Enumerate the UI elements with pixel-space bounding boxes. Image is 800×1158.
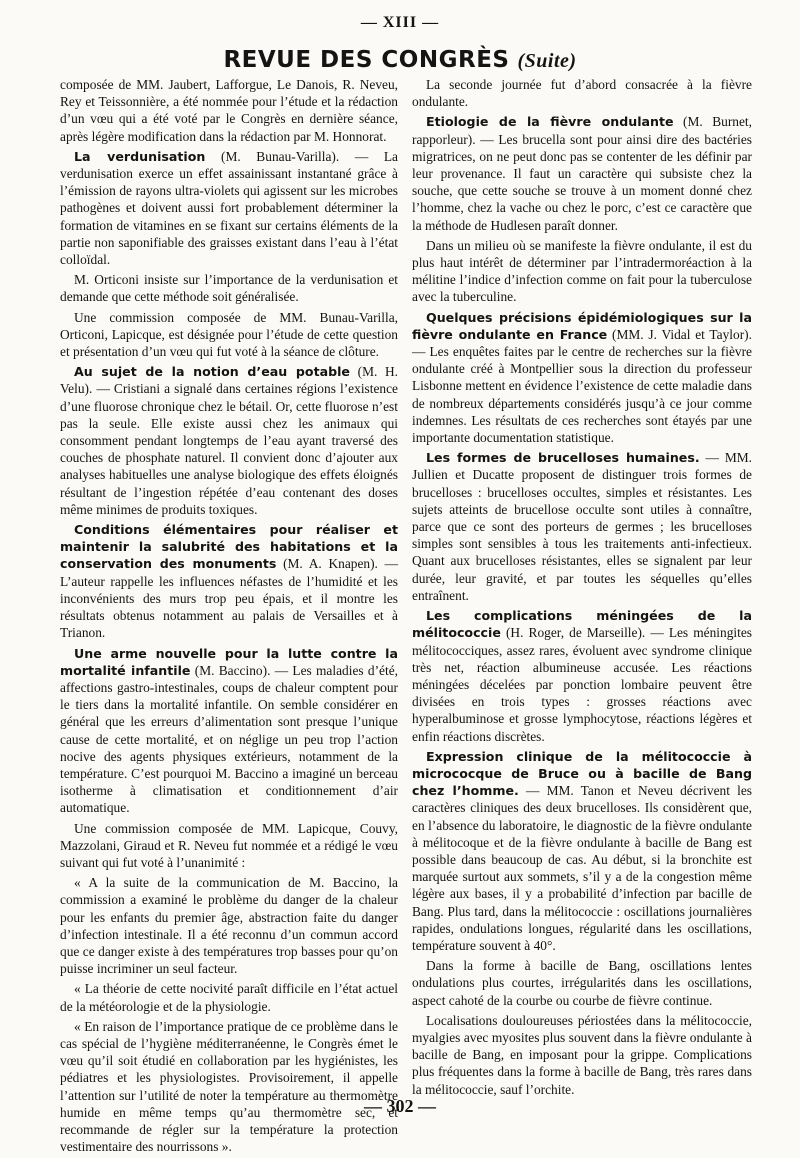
paragraph-body: — MM. Tanon et Neveu décrivent les caractères cliniques des deux brucelloses. Ils considèrent que, en l’absence du laboratoire, le diagnostic de la fièvre ondulante à mélitocoque et de la fièvre ondulante à bacille de Bang est possible dans beaucoup de cas. Au début, si la bronchite est marquée surtout aux sommets, s’il y a de la congestion même légère aux bases, il y a probabilité d’infection par bacille de Bang. Plus tard, dans la mélitococcie : oscillations journalières rapides, ondulations longues, régularité dans les oscillations, température souvent à 40°.: [412, 783, 752, 953]
page-title: [0, 47, 800, 73]
paragraph-body: (H. Roger, de Marseille). — Les méningites mélitococciques, assez rares, évoluent avec syndrome clinique très net, réaction albumineuse accusée. Les réactions méningées décelées par ponction lombaire peuvent être divisées en trois types : grosses réactions avec hyperalbuminose et grosse lymphocytose, réactions légères et enfin réactions discrètes.: [412, 625, 752, 744]
section-heading: Les complications méningées de la mélitococcie: [412, 608, 752, 641]
paragraph: [60, 521, 398, 641]
section-heading: Quelques précisions épidémiologiques sur la fièvre ondulante en France: [412, 309, 752, 342]
paragraph: « En raison de l’importance pratique de ce problème dans le cas spécial de l’hygiène méditerranéenne, le Congrès émet le vœu qu’il soit étudié en collaboration par les hygiénistes, les pédiatres et les physiologistes. Provisoirement, il appelle l’attention sur l’utilité de noter la température au thermomètre humide en même temps qu’au thermomètre sec, et recommande de régler sur la température la protection vestimentaire des nourrissons ».: [60, 1018, 398, 1155]
section-heading: La verdunisation: [74, 148, 206, 164]
paragraph-body: (M. Bunau-Varilla). — La verdunisation exerce un effet assainissant instantané grâce à l’émission de rayons ultra-violets qui agissent sur les microbes pathogènes et doivent aussi fort probablement déterminer la formation de vitamines en se fixant sur certains éléments de la partie non saponifiable des graisses existant dans l’eau à l’état colloïdal.: [60, 148, 398, 268]
section-heading: Au sujet de la notion d’eau potable: [74, 364, 350, 380]
paragraph-body: (M. Burnet, rapporleur). — Les brucella sont pour ainsi dire des bactéries migratrices, on ne peut donc pas se contenter de les définir par leur provenance. Il faut un caractère qui subsiste chez la souche, que cette souche se trouve à un moment donné chez l’homme, chez la vache ou chez le porc, c’est ce caractère que la méthode de Hudlesen paraît donner.: [412, 114, 753, 233]
page-roman-number: — XIII —: [360, 14, 440, 31]
page-number: — 302 —: [364, 1096, 436, 1116]
title-main: REVUE DES CONGRÈS: [223, 47, 510, 73]
paragraph: [60, 148, 398, 268]
paragraph: M. Orticoni insiste sur l’importance de la verdunisation et demande que cette méthode soit généralisée.: [60, 272, 398, 305]
section-heading: Une arme nouvelle pour la lutte contre la mortalité infantile: [60, 645, 398, 678]
right-column: [412, 76, 752, 1101]
section-heading: Etiologie de la fièvre ondulante: [426, 114, 674, 130]
paragraph-body: (M. H. Velu). — Cristiani a signalé dans certaines régions l’existence d’une fluorose chronique chez le bétail. Or, cette fluorose n’est pas la seule. Elle existe aussi chez les animaux qui consomment pendant longtemps de l’eau ayant traversé des couches de phosphate naturel. Il convient donc d’ajouter aux analyses habituelles une analyse biologique des effets éloignés résultant de l’ingestion répétée d’eau contenant des doses même minimes de produits toxiques.: [60, 364, 398, 517]
paragraph: « La théorie de cette nocivité paraît difficile en l’état actuel de la météorologie et de la physiologie.: [60, 981, 398, 1014]
paragraph: [412, 449, 752, 604]
paragraph-body: (M. Baccino). — Les maladies d’été, affections gastro-intestinales, coups de chaleur comptent pour le tiers dans la mortalité infantile. On semble considérer en général que les erreurs d’alimentation sont presque l’unique cause de cette mortalité, et on néglige un peu trop l’action nocive des agents physiques extérieurs, notamment de la température. C’est pourquoi M. Baccino a imaginé un berceau isotherme à climatisation et conditionnement d’air automatique.: [60, 662, 398, 816]
paragraph: [60, 363, 398, 518]
paragraph-body: — MM. Jullien et Ducatte proposent de distinguer trois formes de brucelloses : brucelloses occultes, simples et résistantes. Les sujets atteints de brucellose occulte sont utiles à connaître, parce que ce sont des porteurs de germes ; les brucelloses simples sont sensibles à tous les traitements anti-infectieux. Quant aux brucelloses résistantes, elles se signalent par leur durée, leur gravité, et par toutes les séquelles qu’elles entraînent.: [412, 450, 752, 603]
paragraph: Dans la forme à bacille de Bang, oscillations lentes ondulations plus courtes, irrégularités dans les oscillations, aspect cahoté de la courbe ou courbe de fièvre continue.: [412, 958, 752, 1008]
paragraph: Une commission composée de MM. Bunau-Varilla, Orticoni, Lapicque, est désignée pour l’étude de cette question et présentation d’un vœu qui fut voté à la séance de clôture.: [60, 309, 398, 360]
title-suffix: (Suite): [517, 50, 577, 72]
paragraph: [60, 645, 398, 817]
paragraph: [412, 113, 752, 233]
paragraph: « A la suite de la communication de M. Baccino, la commission a examiné le problème du danger de la chaleur pour les enfants du premier âge, abstraction faite du danger d’infection intestinale. Il a été reconnu d’un commun accord que ce danger existe à des températures trop basses pour qu’on puisse incriminer un seul facteur.: [60, 875, 398, 977]
left-column: [60, 76, 398, 1158]
paragraph-body: (MM. J. Vidal et Taylor). — Les enquêtes faites par le centre de recherches sur la fièvre ondulante créé à Montpellier sous la direction du professeur Lisbonne mettent en évidence l’existence de cette maladie dans de nombreux départements considérés jusqu’à ce jour comme indemnes. Les résultats de ces recherches sont étayés par une importante documentation statistique.: [412, 326, 752, 446]
paragraph: composée de MM. Jaubert, Lafforgue, Le Danois, R. Neveu, Rey et Teissonnière, a été nommée pour l’étude et la rédaction d’un vœu qui a été voté par le Congrès en dernière séance, après légère modification dans la rédaction par M. Honnorat.: [60, 77, 398, 144]
section-heading: Les formes de brucelloses humaines.: [426, 450, 700, 466]
paragraph-body: (M. A. Knapen). — L’auteur rappelle les influences néfastes de l’humidité et les inconvénients des murs trop peu épais, et il montre les résultats obtenus notamment au palais de Versailles et à Trianon.: [60, 556, 398, 641]
paragraph: Dans un milieu où se manifeste la fièvre ondulante, il est du plus haut intérêt de déterminer par l’intradermoréaction à la mélitine l’indice d’infection comme on fait pour la tuberculose avec la tuberculine.: [412, 237, 752, 305]
section-heading: Conditions élémentaires pour réaliser et maintenir la salubrité des habitations et la conservation des monuments: [60, 522, 398, 572]
paragraph: [412, 748, 752, 954]
paragraph: Une commission composée de MM. Lapicque, Couvy, Mazzolani, Giraud et R. Neveu fut nommée et a rédigé le vœu suivant qui fut voté à l’unanimité :: [60, 820, 398, 870]
paragraph: La seconde journée fut d’abord consacrée à la fièvre ondulante.: [412, 77, 752, 110]
paragraph: Localisations douloureuses périostées dans la mélitococcie, myalgies avec myosites plus souvent dans la fièvre ondulante à bacille de Bang, en imposant pour la grippe. Complications plus fréquentes dans la forme à bacille de Bang, très rares dans la mélitococcie, sauf l’orchite.: [412, 1012, 752, 1097]
paragraph: [412, 309, 752, 447]
section-heading: Expression clinique de la mélitococcie à micrococque de Bruce ou à bacille de Bang chez l’homme.: [412, 748, 752, 799]
paragraph: [412, 607, 752, 745]
